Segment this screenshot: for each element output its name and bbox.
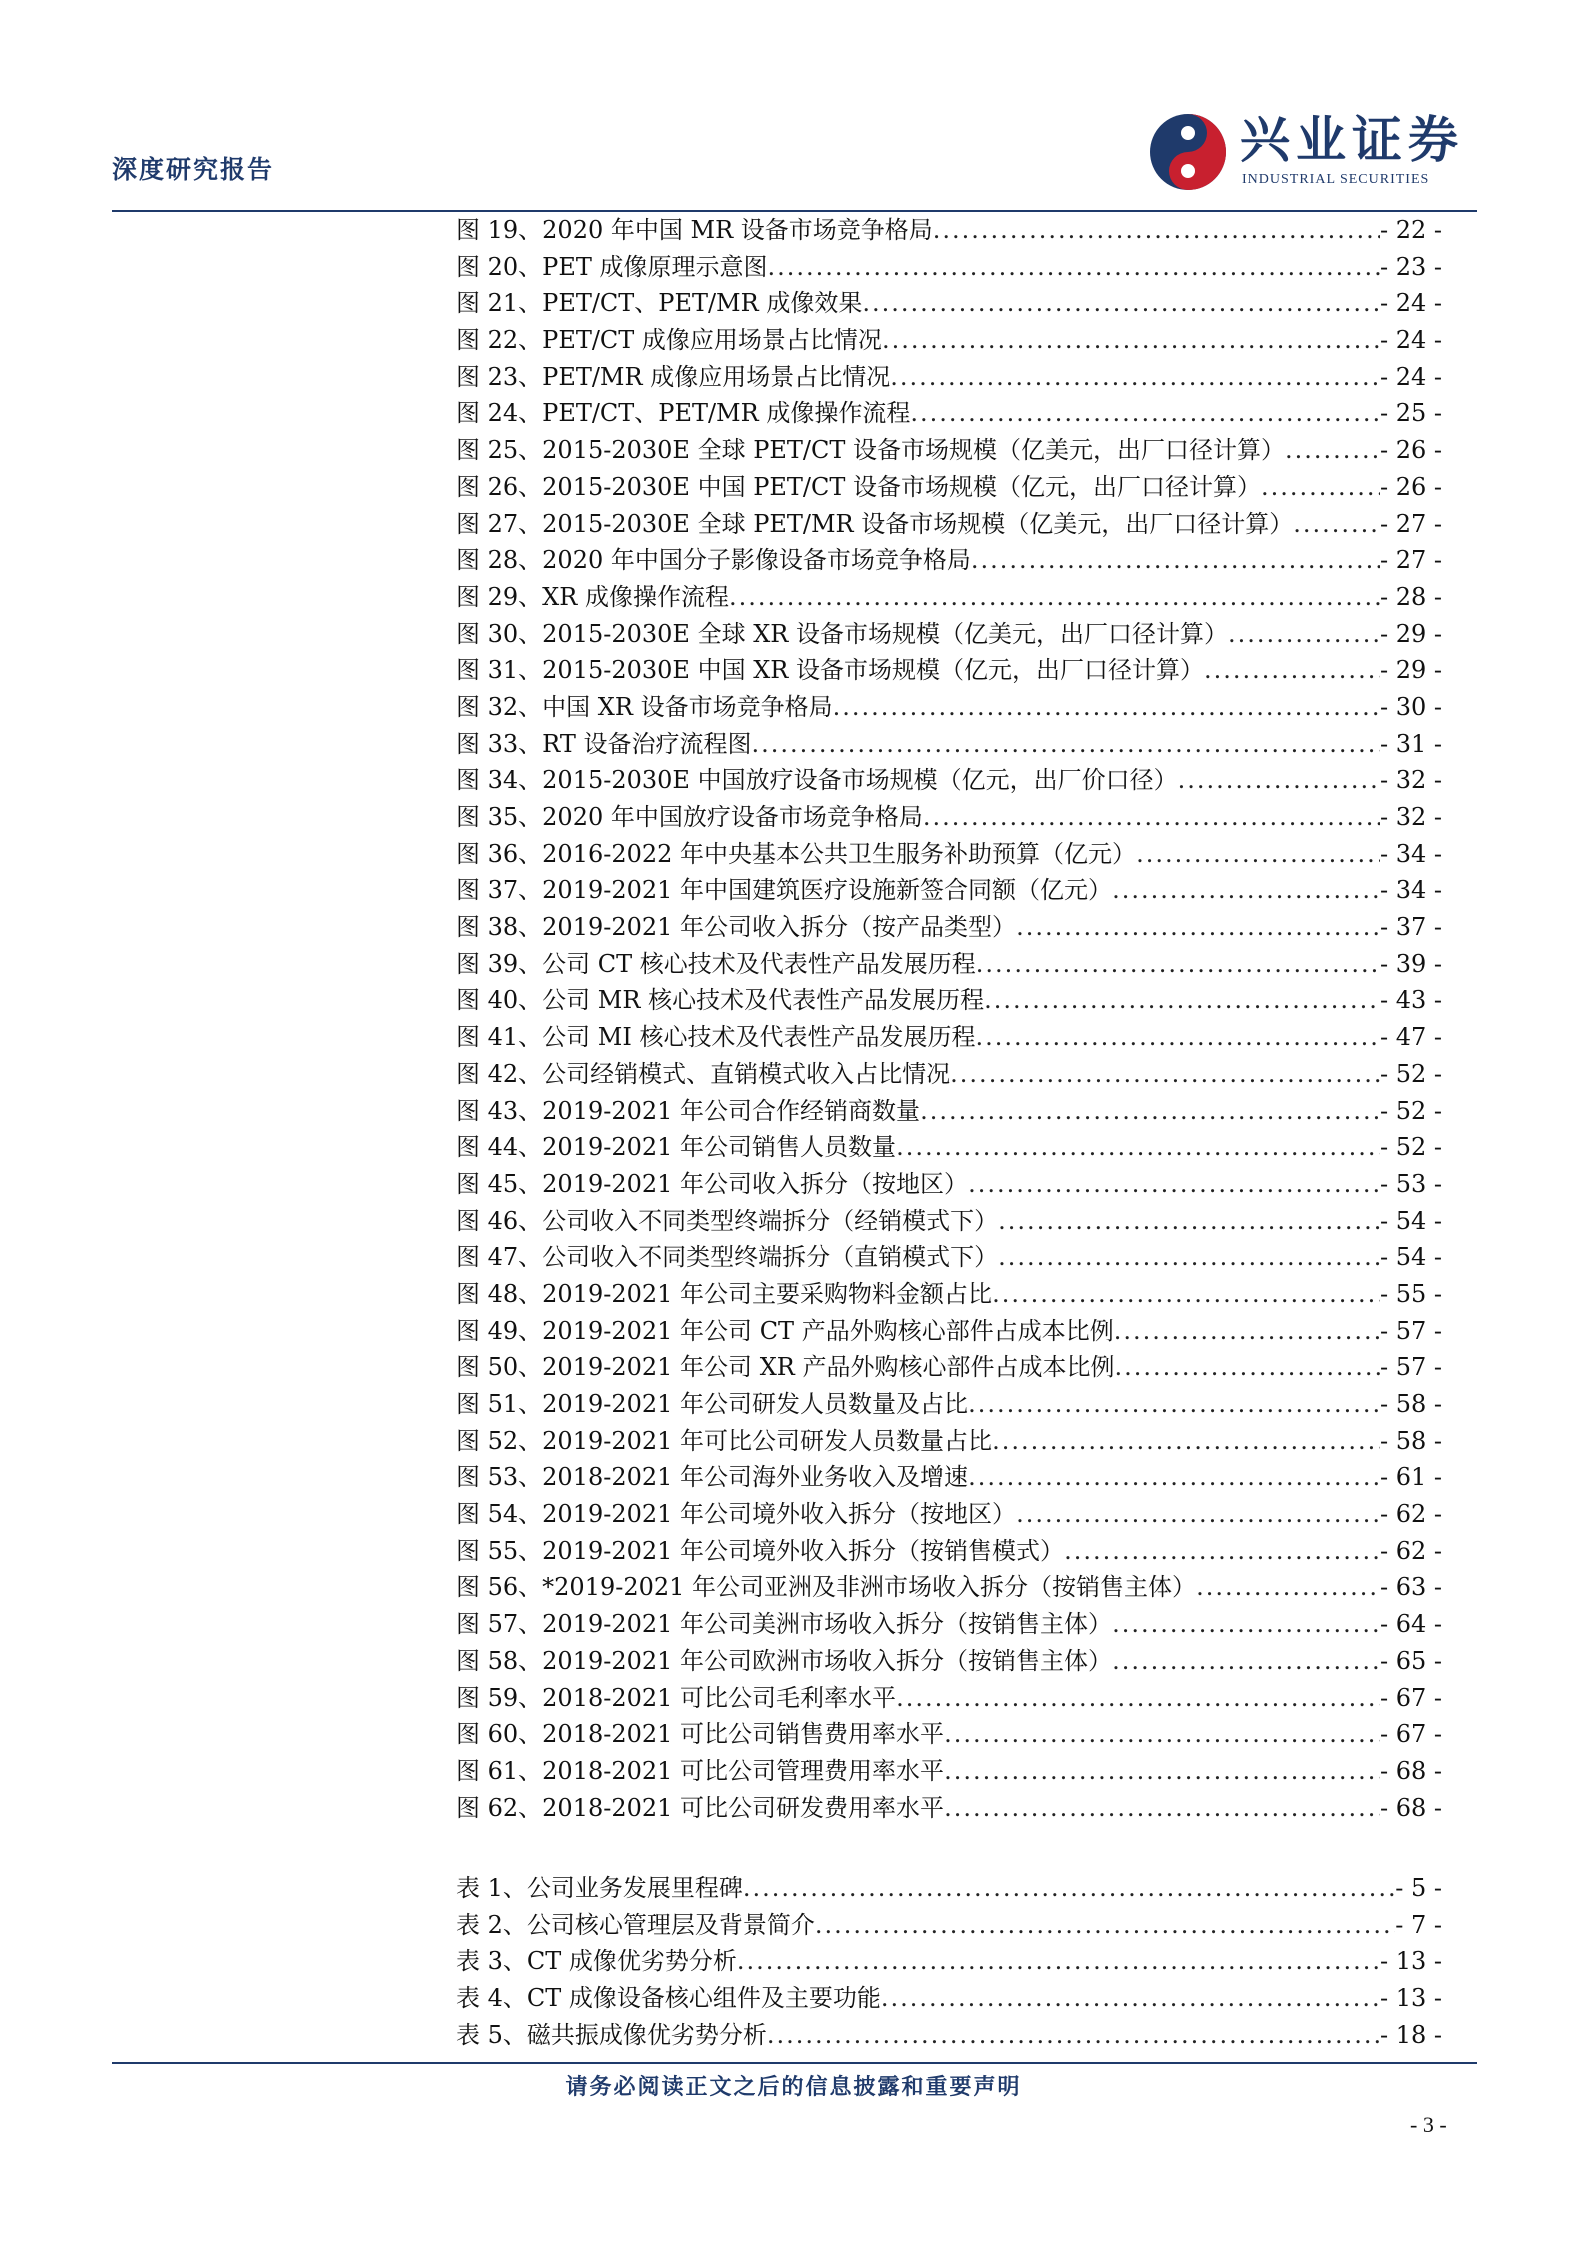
figure-toc-entry-title: 图 52、2019-2021 年可比公司研发人员数量占比 [456,1426,993,1455]
figure-toc-entry[interactable] [456,322,1442,359]
figure-toc-entry-title: 图 47、公司收入不同类型终端拆分（直销模式下） [456,1243,999,1272]
figure-toc-entry[interactable] [456,1056,1442,1093]
figure-toc-entry[interactable] [456,982,1442,1019]
figure-toc-entry-title: 图 62、2018-2021 可比公司研发费用率水平 [456,1793,945,1822]
leader-dots [1178,762,1380,799]
leader-dots [751,726,1380,763]
figure-toc-entry-page: - 22 - [1379,216,1442,244]
figure-toc-entry-page: - 47 - [1379,1023,1442,1052]
figure-toc-entry-page: - 57 - [1379,1316,1442,1345]
figure-toc-entry[interactable] [456,1019,1442,1056]
leader-dots [737,1943,1380,1980]
table-toc-entry-page: - 13 - [1379,1984,1442,2013]
figure-toc-entry-title: 图 39、公司 CT 核心技术及代表性产品发展历程 [456,949,976,978]
figure-toc-entry-title: 图 41、公司 MI 核心技术及代表性产品发展历程 [456,1023,976,1052]
leader-dots [1112,1643,1380,1680]
figure-toc-entry-page: - 54 - [1379,1243,1442,1272]
figure-toc-entry-title: 图 22、PET/CT 成像应用场景占比情况 [456,326,882,355]
leader-dots [976,946,1380,983]
figure-toc-entry-page: - 26 - [1379,436,1442,465]
leader-dots [998,1239,1380,1276]
leader-dots [984,982,1380,1019]
figure-toc-entry[interactable] [456,542,1442,579]
leader-dots [729,579,1380,616]
leader-dots [971,542,1380,579]
leader-dots [815,1907,1395,1944]
figure-toc-entry-page: - 27 - [1379,546,1442,575]
figure-toc-entry-title: 图 48、2019-2021 年公司主要采购物料金额占比 [456,1279,993,1308]
figure-toc-entry[interactable] [456,1239,1442,1276]
figure-toc-entry[interactable] [456,1313,1442,1350]
leader-dots [1112,872,1380,909]
leader-dots [1016,909,1380,946]
figure-toc-entry-page: - 43 - [1379,986,1442,1015]
leader-dots [950,1056,1380,1093]
leader-dots [992,1423,1380,1460]
figure-toc-entry-page: - 25 - [1379,399,1442,428]
leader-dots [881,1980,1380,2017]
leader-dots [968,1166,1380,1203]
leader-dots [833,689,1380,726]
figure-toc-entry-page: - 39 - [1379,949,1442,978]
leader-dots [968,1386,1380,1423]
figure-toc-entry-page: - 52 - [1379,1133,1442,1162]
leader-dots [1114,1349,1380,1386]
figure-toc-entry-title: 图 56、*2019-2021 年公司亚洲及非洲市场收入拆分（按销售主体） [456,1573,1197,1602]
leader-dots [975,1019,1380,1056]
figure-toc-entry-page: - 28 - [1379,582,1442,611]
figure-toc-entry[interactable] [456,1716,1442,1753]
figure-toc-entry-page: - 67 - [1379,1683,1442,1712]
figure-toc-entry[interactable] [456,762,1442,799]
figure-toc-entry-page: - 34 - [1379,839,1442,868]
figure-toc-entry[interactable] [456,469,1442,506]
leader-dots [767,249,1380,286]
figure-toc-entry-title: 图 57、2019-2021 年公司美洲市场收入拆分（按销售主体） [456,1610,1113,1639]
table-toc-entry-page: - 7 - [1395,1910,1442,1939]
figure-toc-entry-page: - 64 - [1379,1610,1442,1639]
figure-toc-entry-page: - 57 - [1379,1353,1442,1382]
figure-toc-entry[interactable] [456,1790,1442,1827]
figure-toc-entry-page: - 24 - [1379,362,1442,391]
figure-toc-entry-title: 图 23、PET/MR 成像应用场景占比情况 [456,362,891,391]
leader-dots [920,1093,1380,1130]
figure-toc-entry-page: - 24 - [1379,289,1442,318]
figure-toc-entry[interactable] [456,1166,1442,1203]
figure-toc-entry-page: - 29 - [1379,619,1442,648]
figure-toc-entry-title: 图 58、2019-2021 年公司欧洲市场收入拆分（按销售主体） [456,1646,1113,1675]
company-name-cn: 兴业证券 [1240,111,1464,169]
company-logo [1148,108,1478,194]
figure-toc-entry-page: - 31 - [1379,729,1442,758]
figure-toc-entry[interactable] [456,395,1442,432]
table-toc-entry-title: 表 5、磁共振成像优劣势分析 [456,2020,767,2049]
figure-toc-entry-page: - 67 - [1379,1720,1442,1749]
figure-toc-entry-title: 图 49、2019-2021 年公司 CT 产品外购核心部件占成本比例 [456,1316,1114,1345]
figure-toc-entry-title: 图 60、2018-2021 可比公司销售费用率水平 [456,1720,945,1749]
figure-toc-entry-page: - 52 - [1379,1059,1442,1088]
leader-dots [944,1753,1380,1790]
figure-toc-entry-page: - 30 - [1379,692,1442,721]
figure-toc-entry[interactable] [456,1496,1442,1533]
figure-toc-entry[interactable] [456,1386,1442,1423]
leader-dots [1064,1533,1380,1570]
figure-toc-entry-title: 图 51、2019-2021 年公司研发人员数量及占比 [456,1390,969,1418]
figure-toc-entry-title: 图 40、公司 MR 核心技术及代表性产品发展历程 [456,986,985,1015]
figure-toc-entry[interactable] [456,836,1442,873]
leader-dots [882,322,1380,359]
leader-dots [1196,1569,1380,1606]
figure-toc-entry[interactable] [456,1093,1442,1130]
figure-toc-entry-title: 图 21、PET/CT、PET/MR 成像效果 [456,289,863,318]
report-type-title: 深度研究报告 [112,155,275,184]
figure-toc-entry-title: 图 33、RT 设备治疗流程图 [456,729,752,758]
company-name-en: INDUSTRIAL SECURITIES [1242,172,1430,187]
figure-toc-entry-title: 图 61、2018-2021 可比公司管理费用率水平 [456,1756,945,1785]
figure-toc-entry-title: 图 54、2019-2021 年公司境外收入拆分（按地区） [456,1500,1017,1529]
leader-dots [767,2017,1380,2054]
figure-toc-entry[interactable] [456,1533,1442,1570]
figure-toc-entry-title: 图 24、PET/CT、PET/MR 成像操作流程 [456,399,911,428]
figure-toc-entry-title: 图 55、2019-2021 年公司境外收入拆分（按销售模式） [456,1536,1065,1565]
figure-toc-entry-title: 图 28、2020 年中国分子影像设备市场竞争格局 [456,546,971,575]
figure-toc-entry[interactable] [456,432,1442,469]
leader-dots [944,1790,1380,1827]
figure-toc-entry[interactable] [456,212,1442,249]
figure-toc-entry[interactable] [456,946,1442,983]
figure-toc-entry-title: 图 53、2018-2021 年公司海外业务收入及增速 [456,1463,969,1492]
figure-toc-entry-page: - 23 - [1379,252,1442,281]
figure-toc-entry-title: 图 45、2019-2021 年公司收入拆分（按地区） [456,1169,969,1198]
leader-dots [968,1459,1380,1496]
figure-toc-entry-title: 图 59、2018-2021 可比公司毛利率水平 [456,1683,897,1712]
figure-toc-entry-title: 图 19、2020 年中国 MR 设备市场竞争格局 [456,216,933,244]
leader-dots [944,1716,1380,1753]
figure-toc-entry-page: - 54 - [1379,1206,1442,1235]
disclaimer-notice: 请务必阅读正文之后的信息披露和重要声明 [565,2075,1022,2100]
figure-toc-entry[interactable] [456,1129,1442,1166]
page-number: - 3 - [1410,2112,1447,2137]
table-toc-entry-title: 表 4、CT 成像设备核心组件及主要功能 [456,1984,881,2013]
figure-toc-entry-page: - 32 - [1379,766,1442,795]
figure-toc-entry-page: - 34 - [1379,876,1442,905]
leader-dots [1285,432,1380,469]
figure-toc-entry-title: 图 34、2015-2030E 中国放疗设备市场规模（亿元，出厂价口径） [456,766,1178,795]
figure-toc-entry[interactable] [456,1680,1442,1717]
figure-toc-entry[interactable] [456,506,1442,543]
figure-toc-entry[interactable] [456,1423,1442,1460]
footer-divider [112,2062,1477,2064]
figure-toc-entry[interactable] [456,1459,1442,1496]
leader-dots [1204,652,1380,689]
figure-toc-entry-page: - 26 - [1379,472,1442,501]
figure-toc-entry-title: 图 38、2019-2021 年公司收入拆分（按产品类型） [456,913,1017,942]
table-toc-entry[interactable] [456,1943,1442,1980]
figure-toc-entry-page: - 53 - [1379,1169,1442,1198]
figure-toc-entry[interactable] [456,652,1442,689]
table-toc-entry-title: 表 2、公司核心管理层及背景简介 [456,1910,815,1939]
leader-dots [1293,506,1380,543]
figure-toc-entry-title: 图 42、公司经销模式、直销模式收入占比情况 [456,1059,951,1088]
leader-dots [1228,616,1380,653]
table-toc-entry-page: - 13 - [1379,1947,1442,1976]
figure-toc-entry[interactable] [456,359,1442,396]
figure-toc-entry-title: 图 43、2019-2021 年公司合作经销商数量 [456,1096,921,1125]
figure-toc-entry-title: 图 29、XR 成像操作流程 [456,582,729,611]
figure-toc-entry-page: - 63 - [1379,1573,1442,1602]
leader-dots [1016,1496,1380,1533]
company-logo-icon [1148,112,1228,192]
figure-toc-entry-page: - 58 - [1379,1426,1442,1455]
table-toc-entry-title: 表 3、CT 成像优劣势分析 [456,1947,737,1976]
leader-dots [992,1276,1380,1313]
leader-dots [890,359,1380,396]
figure-toc-entry-title: 图 46、公司收入不同类型终端拆分（经销模式下） [456,1206,999,1235]
figure-toc-entry-title: 图 25、2015-2030E 全球 PET/CT 设备市场规模（亿美元，出厂口径计算） [456,436,1285,465]
figure-toc-entry[interactable] [456,285,1442,322]
figure-toc-entry[interactable] [456,1349,1442,1386]
table-toc-entry[interactable] [456,1870,1442,1907]
figure-toc-entry-title: 图 30、2015-2030E 全球 XR 设备市场规模（亿美元，出厂口径计算） [456,619,1228,648]
leader-dots [933,212,1380,249]
figure-toc-entry-page: - 62 - [1379,1500,1442,1529]
figure-toc-entry-title: 图 36、2016-2022 年中央基本公共卫生服务补助预算（亿元） [456,839,1137,868]
figure-toc-entry-title: 图 26、2015-2030E 中国 PET/CT 设备市场规模（亿元，出厂口径计算） [456,472,1261,501]
figure-toc-entry[interactable] [456,1203,1442,1240]
figure-toc-entry[interactable] [456,909,1442,946]
figure-toc-entry-title: 图 50、2019-2021 年公司 XR 产品外购核心部件占成本比例 [456,1353,1115,1382]
leader-dots [896,1129,1380,1166]
figure-toc-entry[interactable] [456,689,1442,726]
figure-toc-entry[interactable] [456,1276,1442,1313]
figure-toc-entry-title: 图 32、中国 XR 设备市场竞争格局 [456,692,833,721]
table-toc-entry[interactable] [456,2017,1442,2054]
figure-toc-entry[interactable] [456,249,1442,286]
figure-toc-entry[interactable] [456,1753,1442,1790]
figure-toc-entry-title: 图 20、PET 成像原理示意图 [456,252,768,281]
figure-toc-entry[interactable] [456,579,1442,616]
leader-dots [1112,1606,1380,1643]
figure-toc-entry-page: - 32 - [1379,803,1442,831]
leader-dots [743,1870,1395,1907]
leader-dots [896,1680,1380,1717]
figure-toc-entry-page: - 68 - [1379,1793,1442,1822]
figure-toc-entry-page: - 24 - [1379,326,1442,355]
figure-toc-entry-page: - 29 - [1379,656,1442,685]
table-toc-entry[interactable] [456,1980,1442,2017]
table-toc-entry-page: - 5 - [1395,1874,1442,1902]
figure-toc-entry[interactable] [456,1643,1442,1680]
figure-toc-entry-page: - 52 - [1379,1096,1442,1125]
figure-toc-entry-page: - 37 - [1379,913,1442,942]
figure-toc-entry-title: 图 31、2015-2030E 中国 XR 设备市场规模（亿元，出厂口径计算） [456,656,1204,685]
figure-toc-entry-page: - 58 - [1379,1390,1442,1418]
leader-dots [1261,469,1380,506]
leader-dots [1136,836,1380,873]
figure-toc-entry-page: - 68 - [1379,1756,1442,1785]
figure-index-list [456,212,1442,1826]
table-toc-entry-page: - 18 - [1379,2020,1442,2049]
figure-toc-entry-page: - 65 - [1379,1646,1442,1675]
leader-dots [910,395,1380,432]
figure-toc-entry-title: 图 27、2015-2030E 全球 PET/MR 设备市场规模（亿美元，出厂口径计算） [456,509,1294,538]
table-index-list [456,1870,1442,2053]
figure-toc-entry-title: 图 35、2020 年中国放疗设备市场竞争格局 [456,803,923,831]
figure-toc-entry[interactable] [456,799,1442,836]
table-toc-entry-title: 表 1、公司业务发展里程碑 [456,1874,743,1902]
figure-toc-entry-page: - 27 - [1379,509,1442,538]
figure-toc-entry[interactable] [456,616,1442,653]
figure-toc-entry[interactable] [456,726,1442,763]
figure-toc-entry-title: 图 37、2019-2021 年中国建筑医疗设施新签合同额（亿元） [456,876,1113,905]
leader-dots [862,285,1380,322]
figure-toc-entry-page: - 55 - [1379,1279,1442,1308]
figure-toc-entry-page: - 62 - [1379,1536,1442,1565]
figure-toc-entry[interactable] [456,872,1442,909]
figure-toc-entry-page: - 61 - [1379,1463,1442,1492]
leader-dots [1114,1313,1380,1350]
leader-dots [998,1203,1380,1240]
leader-dots [923,799,1380,836]
table-toc-entry[interactable] [456,1907,1442,1944]
figure-toc-entry[interactable] [456,1606,1442,1643]
figure-toc-entry-title: 图 44、2019-2021 年公司销售人员数量 [456,1133,897,1162]
figure-toc-entry[interactable] [456,1569,1442,1606]
